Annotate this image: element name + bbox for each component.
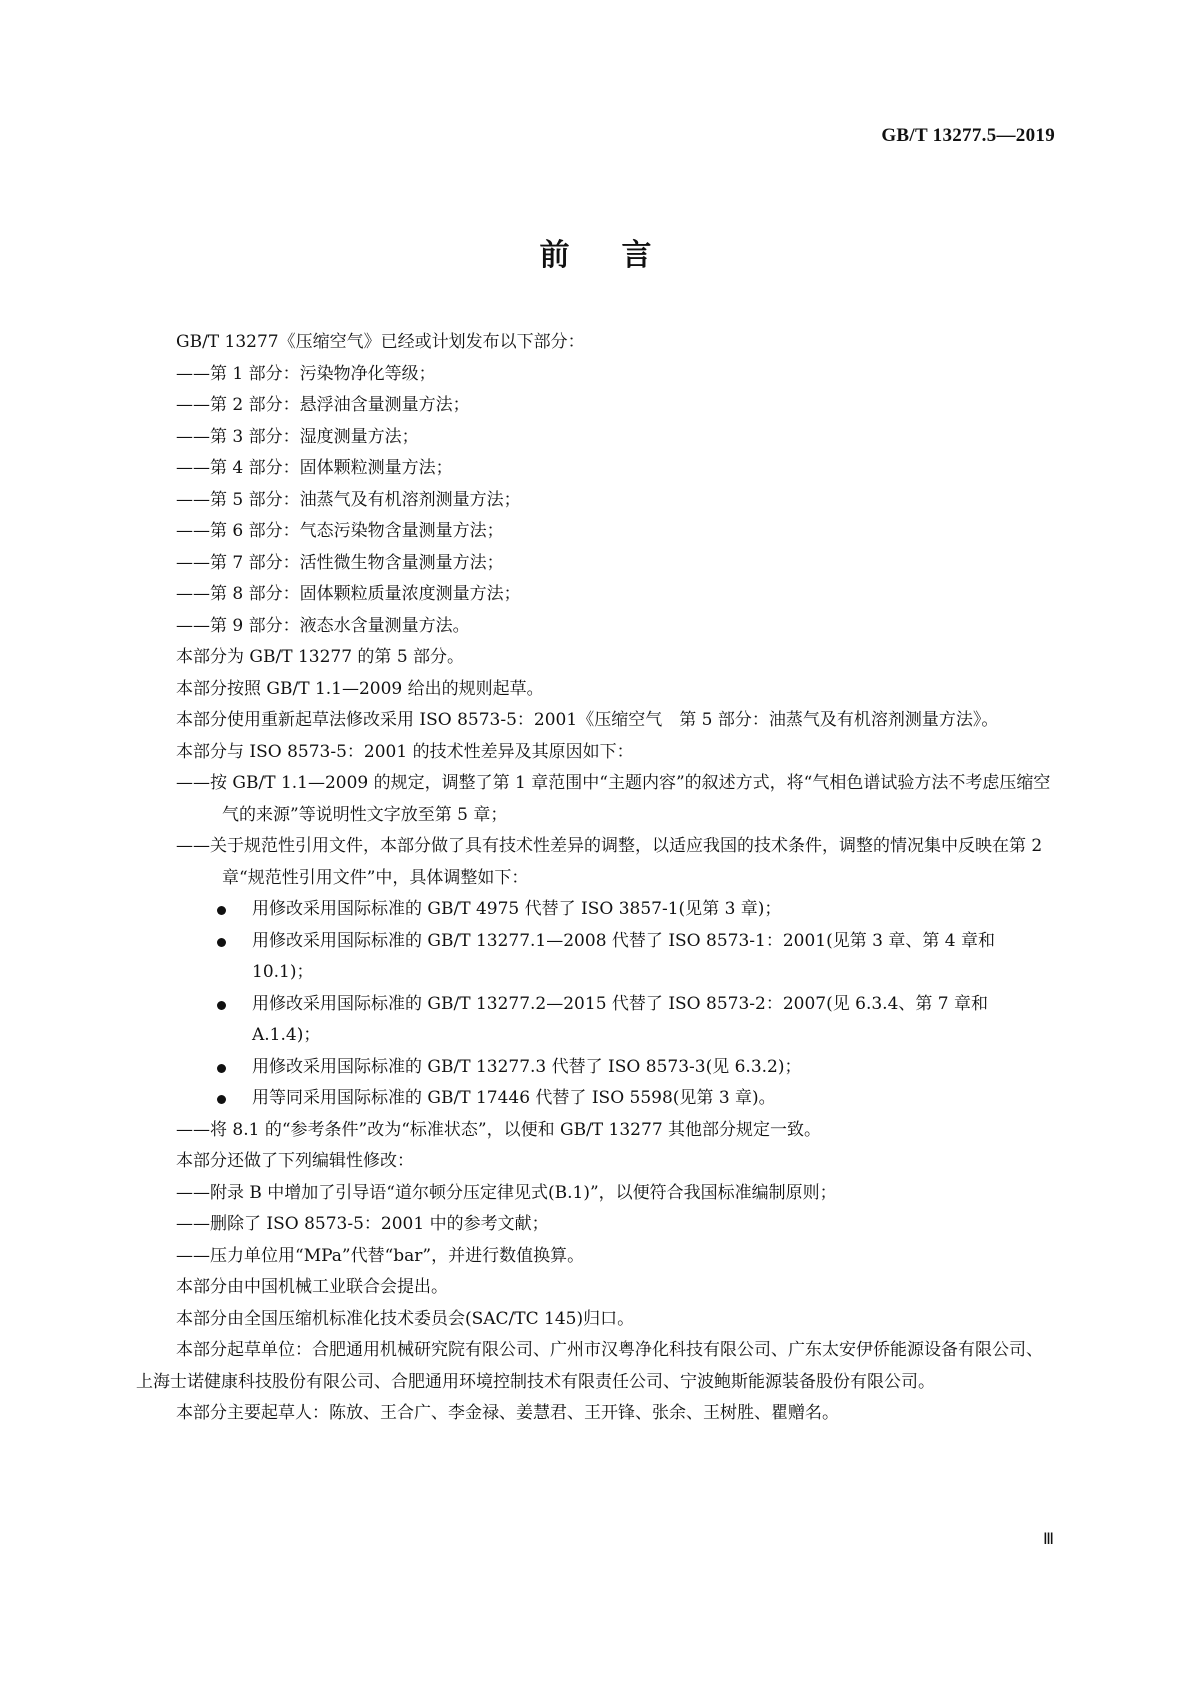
bullet-dot-icon [217, 1001, 226, 1010]
editorial-item: ——附录 B 中增加了引导语“道尔顿分压定律见式(B.1)”，以便符合我国标准编制原则； [176, 1182, 837, 1203]
bullet-item [136, 894, 1056, 926]
differences-intro-paragraph: 本部分与 ISO 8573-5：2001 的技术性差异及其原因如下： [176, 741, 634, 762]
drafting-units-paragraph: 本部分起草单位：合肥通用机械研究院有限公司、广州市汉粤净化科技有限公司、广东太安伊侨能源设备有限公司、上海士诺健康科技股份有限公司、合肥通用环境控制技术有限责任公司、宁波鲍斯能源装备股份有限公司。 [136, 1340, 1043, 1392]
difference-item: ——按 GB/T 1.1—2009 的规定，调整了第 1 章范围中“主题内容”的叙述方式，将“气相色谱试验方法不考虑压缩空气的来源”等说明性文字放至第 5 章； [176, 773, 1051, 825]
difference-item: ——关于规范性引用文件，本部分做了具有技术性差异的调整，以适应我国的技术条件，调整的情况集中反映在第 2 章“规范性引用文件”中，具体调整如下： [176, 836, 1043, 888]
bullet-text: 用修改采用国际标准的 GB/T 13277.3 代替了 ISO 8573-3(见 6.3.2)； [252, 1056, 802, 1077]
adoption-paragraph: 本部分使用重新起草法修改采用 ISO 8573-5：2001《压缩空气 第 5 部分：油蒸气及有机溶剂测量方法》。 [176, 710, 999, 730]
part-list-item: ——第 1 部分：污染物净化等级； [176, 363, 436, 384]
part-list-item: ——第 4 部分：固体颗粒测量方法； [176, 458, 453, 478]
part-list-item: ——第 6 部分：气态污染物含量测量方法； [176, 521, 504, 541]
drafters-paragraph: 本部分主要起草人：陈放、王合广、李金禄、姜慧君、王开锋、张余、王树胜、瞿赠名。 [176, 1403, 839, 1423]
bullet-item [136, 926, 1056, 989]
foreword-body [136, 327, 1056, 1430]
bullet-text: 用等同采用国际标准的 GB/T 17446 代替了 ISO 5598(见第 3 章)。 [252, 1088, 776, 1108]
page-title-char-2: 言 [621, 238, 652, 273]
editorial-item: ——压力单位用“MPa”代替“bar”，并进行数值换算。 [176, 1245, 585, 1266]
bullet-text: 用修改采用国际标准的 GB/T 13277.2—2015 代替了 ISO 8573-2：2007(见 6.3.4、第 7 章和 A.1.4)； [252, 993, 989, 1045]
page-number: Ⅲ [1042, 1531, 1055, 1548]
bullet-dot-icon [217, 1064, 226, 1073]
page-title [0, 230, 1191, 274]
standard-code: GB/T 13277.5—2019 [881, 125, 1055, 146]
bullet-text: 用修改采用国际标准的 GB/T 13277.1—2008 代替了 ISO 8573-1：2001(见第 3 章、第 4 章和 10.1)； [252, 930, 995, 982]
intro-paragraph: GB/T 13277《压缩空气》已经或计划发布以下部分： [176, 332, 585, 352]
drafting-rules-paragraph: 本部分按照 GB/T 1.1—2009 给出的规则起草。 [176, 678, 544, 699]
difference-item: ——将 8.1 的“参考条件”改为“标准状态”，以便和 GB/T 13277 其他部分规定一致。 [176, 1119, 822, 1140]
editorial-item: ——删除了 ISO 8573-5：2001 中的参考文献； [176, 1214, 549, 1234]
bullet-text: 用修改采用国际标准的 GB/T 4975 代替了 ISO 3857-1(见第 3 章)； [252, 899, 782, 919]
part-list-item: ——第 2 部分：悬浮油含量测量方法； [176, 395, 470, 415]
editorial-intro-paragraph: 本部分还做了下列编辑性修改： [176, 1151, 414, 1171]
part-list-item: ——第 3 部分：湿度测量方法； [176, 426, 419, 447]
bullet-item [136, 989, 1056, 1052]
bullet-dot-icon [217, 938, 226, 947]
part-list-item: ——第 9 部分：液态水含量测量方法。 [176, 615, 470, 636]
bullet-item [136, 1083, 1056, 1115]
bullet-dot-icon [217, 1095, 226, 1104]
page-title-char-1: 前 [539, 238, 570, 273]
part-list-item: ——第 7 部分：活性微生物含量测量方法； [176, 552, 504, 573]
centralized-by-paragraph: 本部分由全国压缩机标准化技术委员会(SAC/TC 145)归口。 [176, 1308, 635, 1329]
bullet-item [136, 1052, 1056, 1084]
proposed-by-paragraph: 本部分由中国机械工业联合会提出。 [176, 1277, 448, 1297]
part-of-paragraph: 本部分为 GB/T 13277 的第 5 部分。 [176, 647, 465, 667]
part-list-item: ——第 8 部分：固体颗粒质量浓度测量方法； [176, 584, 521, 604]
bullet-dot-icon [217, 906, 226, 915]
part-list-item: ——第 5 部分：油蒸气及有机溶剂测量方法； [176, 489, 521, 510]
